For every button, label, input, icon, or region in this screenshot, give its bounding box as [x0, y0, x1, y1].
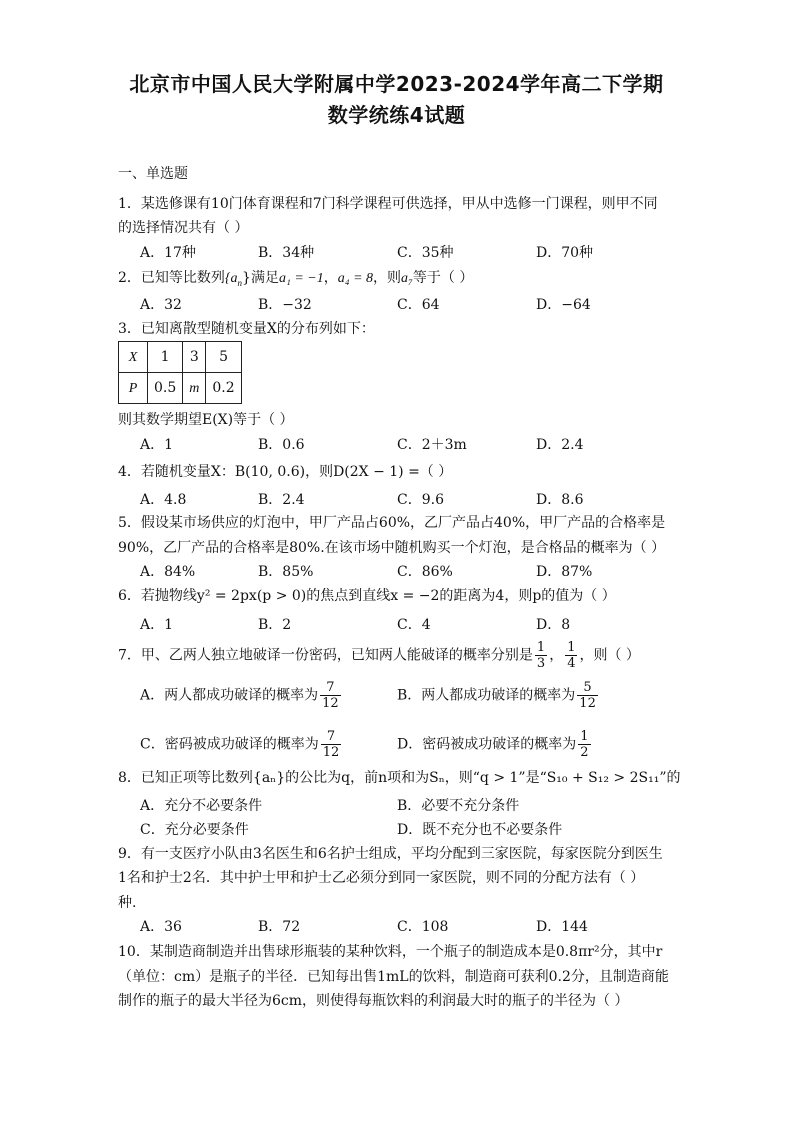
- q9-stem-line1: 9．有一支医疗小队由3名医生和6名护士组成，平均分配到三家医院，每家医院分到医生: [118, 846, 663, 862]
- q2-seq-sub: n: [237, 277, 243, 288]
- table-row: [119, 342, 242, 373]
- q4-option-d: D．8.6: [536, 492, 584, 508]
- q3-stem-line2: 则其数学期望E(X)等于（ ）: [118, 412, 294, 428]
- q7-stem: [118, 640, 640, 671]
- q5-option-b: B．85%: [258, 564, 314, 580]
- q1-option-b: B．34种: [258, 245, 315, 261]
- q9-option-c: C．108: [397, 919, 449, 935]
- q7-comma: ，: [549, 647, 564, 664]
- q4-option-c: C．9.6: [397, 492, 444, 508]
- q10-stem-line2: （单位：cm）是瓶子的半径．已知每出售1mL的饮料，制造商可获利0.2分，且制造商能: [118, 969, 669, 985]
- q3-stem-line1: 3．已知离散型随机变量X的分布列如下：: [118, 321, 375, 337]
- q2-mid3: ，则: [373, 270, 402, 286]
- q6-stem: 6．若抛物线y² = 2px(p > 0)的焦点到直线x = −2的距离为4，则p的值为（ ）: [118, 588, 616, 604]
- q7-fraction-1: $\frac{1}{3}$: [536, 640, 546, 671]
- q2-cond2: a₄ = 8: [337, 271, 374, 286]
- q6-option-b: B．2: [258, 617, 292, 633]
- q5-stem-line1: 5．假设某市场供应的灯泡中，甲厂产品占60%，乙厂产品占40%，甲厂产品的合格率是: [118, 515, 666, 531]
- q3-option-c: C．2＋3m: [397, 437, 467, 453]
- q4-option-a: A．4.8: [140, 492, 187, 508]
- q7-option-c: C．密码被成功破译的概率为 $\frac{7}{12}$: [140, 729, 340, 760]
- table-cell: 1: [148, 342, 183, 373]
- q2-option-d: D．−64: [536, 297, 591, 313]
- section-heading: 一、单选题: [118, 166, 188, 182]
- table-cell: 5: [206, 342, 241, 373]
- table-cell: 0.2: [206, 373, 241, 404]
- q9-option-a: A．36: [140, 919, 182, 935]
- q2-prefix: 2．已知等比数列: [118, 270, 225, 286]
- q6-option-d: D．8: [536, 617, 571, 633]
- q2-option-c: C．64: [397, 297, 440, 313]
- q7-tail: ，则（ ）: [579, 647, 640, 664]
- q3-option-b: B．0.6: [258, 437, 305, 453]
- q2-option-a: A．32: [140, 297, 182, 313]
- q2-option-b: B．−32: [258, 297, 312, 313]
- q8-option-c: C．充分必要条件: [140, 822, 249, 838]
- q8-option-d: D．既不充分也不必要条件: [397, 822, 563, 838]
- q1-stem-line2: 的选择情况共有（ ）: [118, 220, 249, 236]
- q2-suffix: 等于（ ）: [412, 270, 474, 286]
- q8-option-b: B．必要不充分条件: [397, 798, 520, 814]
- q10-stem-line3: 制作的瓶子的最大半径为6cm，则使得每瓶饮料的利润最大时的瓶子的半径为（ ）: [118, 993, 629, 1009]
- q7-option-d: D．密码被成功破译的概率为 $\frac{1}{2}$: [397, 729, 589, 760]
- exam-title-line2: 数学统练4试题: [327, 103, 466, 127]
- table-cell: X: [119, 342, 148, 373]
- table-cell: m: [183, 373, 206, 404]
- q9-stem-line2: 1名和护士2名．其中护士甲和护士乙必须分到同一家医院，则不同的分配方法有（ ）: [118, 870, 645, 886]
- q1-option-a: A．17种: [140, 245, 196, 261]
- q10-stem-line1: 10．某制造商制造并出售球形瓶装的某种饮料，一个瓶子的制造成本是0.8πr²分，其中r: [118, 944, 663, 960]
- q7-fraction-2: $\frac{1}{4}$: [567, 640, 576, 671]
- q2-stem: [118, 267, 473, 289]
- q5-option-d: D．87%: [536, 564, 593, 580]
- table-cell: 3: [183, 342, 206, 373]
- distribution-table: [118, 341, 242, 404]
- table-row: [119, 373, 242, 404]
- q9-option-d: D．144: [536, 919, 588, 935]
- q5-option-a: A．84%: [140, 564, 196, 580]
- q7-option-b: B．两人都成功破译的概率为 $\frac{5}{12}$: [397, 680, 596, 711]
- exam-title-line1: 北京市中国人民大学附属中学2023-2024学年高二下学期: [129, 72, 664, 96]
- q3-option-a: A．1: [140, 437, 174, 453]
- q2-seq-close: }: [242, 270, 251, 286]
- q2-mid1: 满足: [250, 270, 279, 286]
- q2-seq: {a: [224, 271, 238, 286]
- q1-option-d: D．70种: [536, 245, 594, 261]
- q2-cond1: a₁ = −1: [278, 271, 324, 286]
- q8-option-a: A．充分不必要条件: [140, 798, 263, 814]
- q9-option-b: B．72: [258, 919, 301, 935]
- table-cell: 0.5: [148, 373, 183, 404]
- q9-stem-line3: 种.: [118, 895, 137, 911]
- q1-option-c: C．35种: [397, 245, 454, 261]
- q6-option-c: C．4: [397, 617, 431, 633]
- q3-option-d: D．2.4: [536, 437, 584, 453]
- q2-target: a₇: [401, 271, 413, 286]
- q7-option-a: A．两人都成功破译的概率为 $\frac{7}{12}$: [140, 680, 339, 711]
- q2-mid2: ，: [323, 270, 338, 286]
- q7-stem-text: 7．甲、乙两人独立地破译一份密码，已知两人能破译的概率分别是: [118, 647, 533, 664]
- q6-option-a: A．1: [140, 617, 174, 633]
- table-cell: P: [119, 373, 148, 404]
- q8-stem: 8．已知正项等比数列{aₙ}的公比为q，前n项和为Sₙ，则“q > 1”是“S₁₀ + S₁₂ > 2S₁₁”的: [118, 770, 681, 786]
- q5-stem-line2: 90%，乙厂产品的合格率是80%.在该市场中随机购买一个灯泡，是合格品的概率为（ ）: [118, 540, 666, 556]
- q5-option-c: C．86%: [397, 564, 453, 580]
- q1-stem-line1: 1．某选修课有10门体育课程和7门科学课程可供选择，甲从中选修一门课程，则甲不同: [118, 196, 658, 212]
- q4-option-b: B．2.4: [258, 492, 305, 508]
- q4-stem: 4．若随机变量X：B(10, 0.6)，则D(2X − 1) =（ ）: [118, 464, 453, 480]
